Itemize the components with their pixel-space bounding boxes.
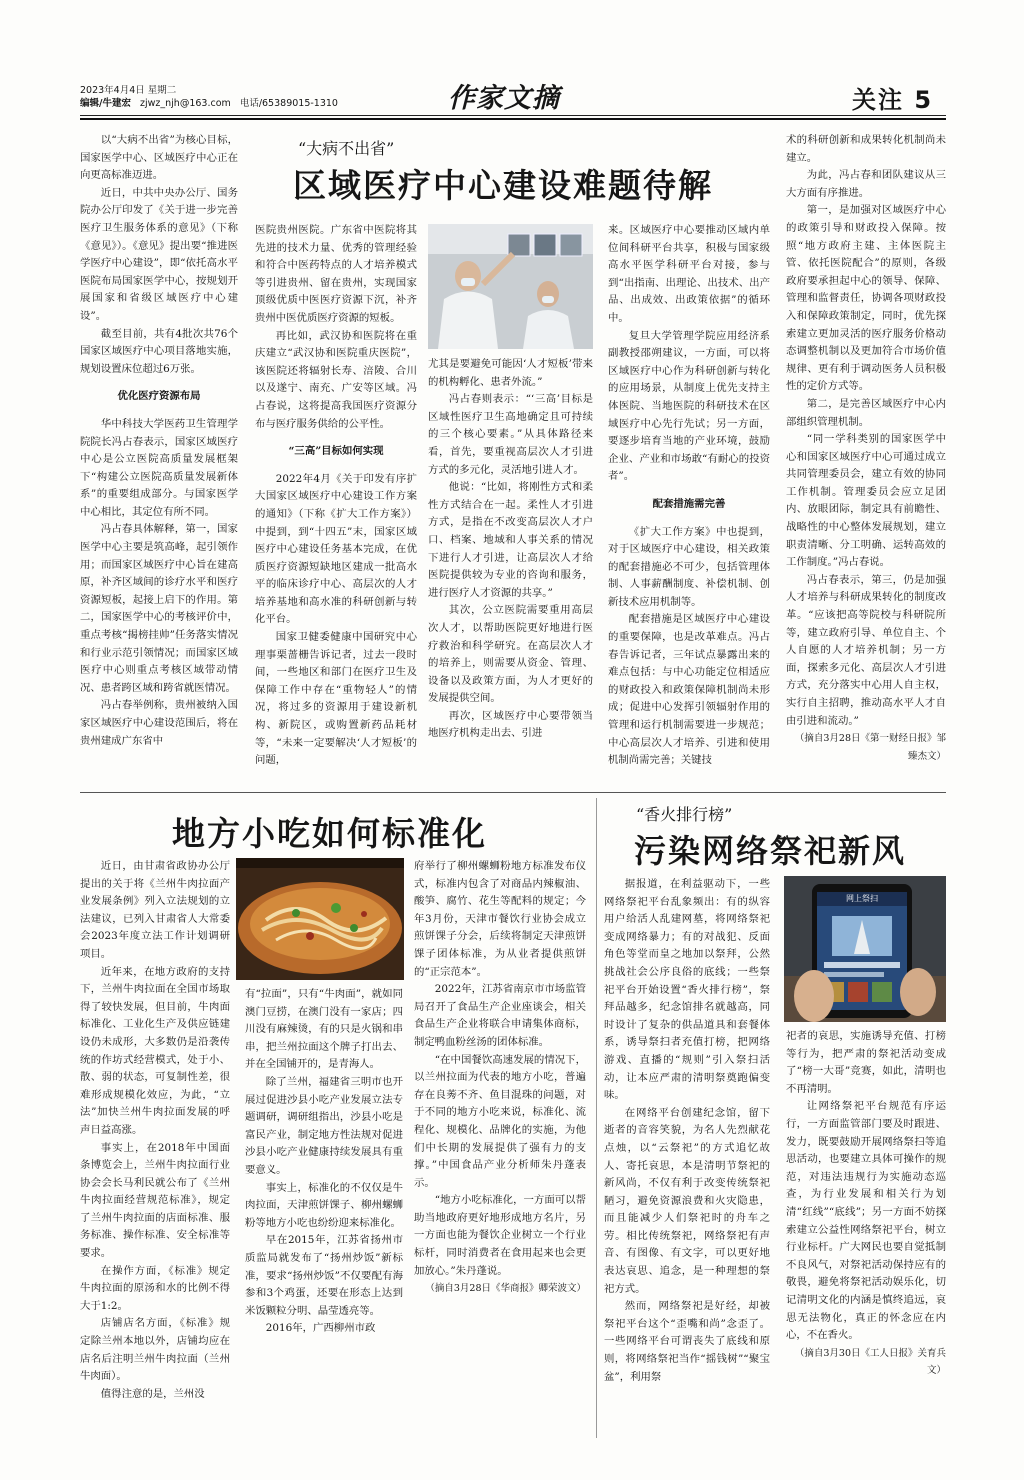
paragraph: 有“拉面”，只有“牛肉面”，就如同澳门豆捞，在澳门没有一家店；四川没有麻辣烫，有的只是火锅和串串，把兰州拉面这个牌子打出去、并在全国铺开的，是青海人。 [245,988,403,1071]
editor-phone: 电话/65389015-1310 [239,98,338,109]
paragraph: 其次，公立医院需要重用高层次人才，以帮助医院更好地进行医疗救治和科学研究。在高层次人才的培养上，则需要从资金、管理、设备以及政策方面，为人才更好的发展提供空间。 [428,604,593,705]
source-note: （摘自3月28日《华商报》卿荣波文） [425,1283,586,1295]
issue-date: 2023年4月4日 星期二 [80,85,177,96]
noodles-photo [236,858,404,980]
source-note: （摘自3月28日《第一财经日报》邹臻杰文） [794,733,946,762]
a3-kicker: “香火排行榜” [636,805,733,824]
source-note: （摘自3月30日《工人日报》关育兵文） [794,1347,946,1377]
paragraph: 冯占春具体解释，第一，国家医学中心主要是筑高峰，起引领作用；而国家区域医疗中心旨在建高原，补齐区域间的诊疗水平和医疗资源短板，起接上启下的作用。第二，国家医学中心的考核评价中，重点考核“揭榜挂帅”任务落实情况和行业示范引领情况；而国家区域医疗中心则重点考核区域带动情况、患者跨区域和跨省就医情况。 [80,523,238,694]
a2-column-3 [414,858,586,1438]
paragraph: 据报道，在利益驱动下，一些网络祭祀平台乱象频出：有的纵容用户给活人乱建网墓，将网络祭祀变成网络暴力；有的对战犯、反面角色等堂而皇之地加以祭拜，公然挑战社会公序良俗的底线；一些祭祀平台开始设置“香火排行榜”，祭拜品越多，纪念馆排名就越高，同时设计了复杂的供品道具和套餐体系，诱导祭扫者充值打榜，把网络游戏、直播的“规则”引入祭扫活动，让本应严肃的清明祭奠跑偏变味。 [604,878,770,1102]
paragraph: 冯占春表示，第三，仍是加强人才培养与科研成果转化的制度改革。“应该把高等院校与科研院所等，建立政府引导、单位自主、个人自愿的人才培养机制；另一方面，探索多元化、高层次人才引进方式，充分落实中心用人自主权，实行自主招聘，推动高水平人才自由引进和流动。” [786,573,946,727]
page-section: 关注 5 [852,86,934,114]
paragraph: 值得注意的是，兰州没 [100,1387,205,1400]
a3-column-1 [604,876,770,1438]
paragraph: 然而，网络祭祀是好经，却被祭祀平台这个“歪嘴和尚”念歪了。一些网络平台可谓丧失了底线和原则，将网络祭祀当作“摇钱树”“聚宝盆”，利用祭 [604,1300,770,1383]
paragraph: “在中国餐饮高速发展的情况下，以兰州拉面为代表的地方小吃，普遍存在良莠不齐、鱼目混珠的问题，对于不同的地方小吃来说，标准化、流程化、规模化、品牌化的实施，为他们中长期的发展提供了强有力的支撑。”中国食品产业分析师朱丹蓬表示。 [414,1053,586,1189]
editor-name: 编辑/牛建宏 [80,98,131,109]
paragraph: 事实上，标准化的不仅仅是牛肉拉面，天津煎饼馃子、柳州螺蛳粉等地方小吃也纷纷迎来标准化。 [245,1181,403,1229]
subheading: 优化医疗资源布局 [117,390,201,403]
a2-column-1 [80,858,230,1438]
paragraph: 截至目前，共有4批次共76个国家区域医疗中心项目落地实施，规划设置床位超过6万张。 [80,327,238,375]
section-divider [80,792,946,793]
paragraph: 第二，是完善区域医疗中心内部组织管理机制。 [786,397,946,428]
paragraph: 近年来，在地方政府的支持下，兰州牛肉拉面在全国市场取得了较快发展，但目前，牛肉面标准化、工业化生产及供应链建设仍未成形，大多数仍是沿袭传统的作坊式经营模式，处于小、散、弱的状态，可复制性差，很难形成规模化效应，为此，“立法”加快兰州牛肉拉面发展的呼声日益高涨。 [80,965,230,1136]
paragraph: 再次，区域医疗中心要带领当地医疗机构走出去、引进 [428,709,593,740]
paragraph: 在操作方面，《标准》规定牛肉拉面的原汤和水的比例不得大于1:2。 [80,1264,230,1312]
paragraph: 近日，中共中央办公厅、国务院办公厅印发了《关于进一步完善医疗卫生服务体系的意见》（下称《意见》）。《意见》提出要“推进医学医疗中心建设”，即“依托高水平医院布局国家医学中心，按规划开展国家和省级区域医疗中心建设”。 [80,186,238,322]
paragraph: 为此，冯占春和团队建议从三大方面有序推进。 [786,169,946,199]
paragraph: 祀者的哀思，实施诱导充值、打榜等行为，把严肃的祭祀活动变成了“榜一大哥”竞赛，如此，清明也不再清明。 [786,1030,946,1095]
a1-column-1 [80,132,238,772]
paragraph: 府举行了柳州螺蛳粉地方标准发布仪式，标准内包含了对商品内辣椒油、酸笋、腐竹、花生等配料的规定；今年3月份，天津市餐饮行业协会成立煎饼馃子分会，后续将制定天津煎饼馃子团体标准，为从业者提供煎饼的“正宗范本”。 [414,860,586,978]
header-rule-thick [80,118,946,120]
paragraph: 来。区域医疗中心要推动区域内单位间科研平台共享，积极与国家级高水平医学科研平台对接，参与到“出指南、出理论、出技术、出产品、出成效、出政策依据”的循环中。 [608,224,770,324]
paragraph: 2016年，广西柳州市政 [265,1322,376,1335]
paragraph: 配套措施是区域医疗中心建设的重要保障，也是改革难点。冯占春告诉记者，三年试点暴露出来的难点包括：与中心功能定位相适应的财政投入和政策保障机制尚未形成；促进中心发挥引领辐射作用的管理和运行机制需要进一步规范；中心高层次人才培养、引进和使用机制尚需完善；关键技 [608,613,770,767]
column-divider [596,798,597,1438]
a1-column-3 [428,356,593,770]
paragraph: 以“大病不出省”为核心目标，国家医学中心、区域医疗中心正在向更高标准迈进。 [80,134,238,182]
a2-column-2 [245,986,403,1438]
paragraph: 早在2015年，江苏省扬州市质监局就发布了“扬州炒饭”新标准，要求“扬州炒饭”不仅要配有海参和3个鸡蛋，还要在形态上达到米饭颗粒分明、晶莹透亮等。 [245,1234,403,1317]
paragraph: 冯占春举例称，贵州被纳入国家区域医疗中心建设范围后，将在贵州建成广东省中 [80,699,238,747]
paragraph: “地方小吃标准化，一方面可以帮助当地政府更好地形成地方名片，另一方面也能为餐饮企业树立一个行业标杆，同时消费者在食用起来也会更加放心。”朱丹蓬说。 [414,1194,586,1277]
a1-column-5 [786,132,946,772]
a1-column-4 [608,222,770,770]
paragraph: 在网络平台创建纪念馆，留下逝者的音容笑貌，为名人先烈献花点烛，以“云祭祀”的方式追忆故人、寄托哀思，本是清明节祭祀的新风尚，不仅有利于改变传统祭祀陋习，避免资源浪费和火灾隐患，而且能减少人们祭祀时的舟车之劳。相比传统祭祀，网络祭祀有声音、有图像、有文字，可以更好地表达哀思、追念，是一种理想的祭祀方式。 [604,1106,770,1295]
paragraph: “同一学科类别的国家医学中心和国家区域医疗中心可通过成立共同管理委员会，建立有效的协同工作机制。管理委员会应立足团内、放眼团际，制定具有前瞻性、战略性的中心整体发展规划，建立职责清晰、分工明确、运转高效的工作制度。”冯占春说。 [786,433,946,569]
paragraph: 尤其是要避免可能因‘人才短板’带来的机构孵化、患者外流。” [428,358,593,388]
paragraph: 医院贵州医院。广东省中医院将其先进的技术力量、优秀的管理经验和符合中医药特点的人才培养模式等引进贵州、留在贵州，实现国家顶级优质中医医疗资源下沉，补齐贵州中医优质医疗资源的短板。 [255,224,417,324]
paragraph: 店铺店名方面，《标准》规定除兰州本地以外，店铺均应在店名后注明兰州牛肉拉面（兰州牛肉面）。 [80,1317,230,1383]
paragraph: 他说：“比如，将刚性方式和柔性方式结合在一起。柔性人才引进方式，是指在不改变高层次人才户口、档案、地域和人事关系的情况下进行人才引进，让高层次人才给医院提供较为专业的咨询和服务，进行医疗人才资源的共享。” [428,481,593,599]
paragraph: 再比如，武汉协和医院将在重庆建立“武汉协和医院重庆医院”，该医院还将辐射长寿、涪陵、合川以及遂宁、南充、广安等区域。冯占春说，这将提高我国医疗资源分布与医疗服务供给的公平性。 [255,329,417,430]
paragraph: 华中科技大学医药卫生管理学院院长冯占春表示，国家区域医疗中心是公立医院高质量发展框架下“构建公立医院高质量发展新体系”的重要组成部分。与国家医学中心相比，其定位有所不同。 [80,417,238,518]
a2-headline: 地方小吃如何标准化 [172,814,487,853]
editor-email: zjwz_njh@163.com [140,98,231,109]
paragraph: 2022年4月《关于印发有序扩大国家区域医疗中心建设工作方案的通知》（下称《扩大工作方案》）中提到，到“十四五”末，国家区域医疗中心建设任务基本完成，在优质医疗资源短缺地区建成一批高水平的临床诊疗中心、高层次的人才培养基地和高水准的科研创新与转化平台。 [255,472,417,626]
paragraph: 除了兰州，福建省三明市也开展过促进沙县小吃产业发展立法专题调研，调研组指出，沙县小吃是富民产业，制定地方性法规对促进沙县小吃产业健康持续发展具有重要意义。 [245,1075,403,1176]
header-meta [80,84,338,110]
phone-screen-title: 网上祭扫 [846,894,878,903]
paragraph: 让网络祭祀平台规范有序运行，一方面监管部门要及时跟进、发力，既要鼓励开展网络祭扫等追思活动，也要建立具体可操作的规范，对违法违规行为实施动态巡查，为行业发展和相关行为划清“红线”“底线”；另一方面不妨探索建立公益性网络祭祀平台，树立行业标杆。广大网民也要自觉抵制不良风气，对祭祀活动保持应有的敬畏，避免将祭祀活动娱乐化，切记清明文化的内涵是慎终追远，哀思无法物化，真正的怀念应在内心，不在香火。 [786,1100,946,1342]
paragraph: 冯占春则表示：“‘三高’目标是区域性医疗卫生高地确定且可持续的三个核心要素。”从具体路径来看，首先，要重视高层次人才引进方式的多元化，灵活地引进人才。 [428,393,593,476]
paragraph: 2022年，江苏省南京市市场监管局召开了食品生产企业座谈会，相关食品生产企业将联合申请集体商标，制定鸭血粉丝汤的团体标准。 [414,983,586,1048]
subheading: 配套措施需完善 [652,497,726,510]
paragraph: 《扩大工作方案》中也提到，对于区域医疗中心建设，相关政策的配套措施必不可少，包括管理体制、人事薪酬制度、补偿机制、创新技术应用机制等。 [608,525,770,608]
header-rule [80,115,946,116]
doctors-photo [428,224,593,349]
a1-column-2 [255,222,417,770]
masthead-logo: 作家文摘 [448,83,560,114]
paragraph: 近日，由甘肃省政协办公厅提出的关于将《兰州牛肉拉面产业发展条例》列入立法规划的立法建议，已列入甘肃省人大常委会2023年度立法工作计划调研项目。 [80,860,230,960]
paragraph: 国家卫健委健康中国研究中心理事栗蔷栅告诉记者，过去一段时间，一些地区和部门在医疗卫生及保障工作中存在“重物轻人”的情况，将过多的资源用于建设新机构、新院区，或购置新药品耗材等，“未来一定要解决‘人才短板’的问题， [255,631,417,767]
paragraph: 事实上，在2018年中国面条博览会上，兰州牛肉拉面行业协会会长马利民就公布了《兰州牛肉拉面经营规范标准》，规定了兰州牛肉拉面的店面标准、服务标准、操作标准、安全标准等要求。 [80,1141,230,1260]
a1-headline: 区域医疗中心建设难题待解 [293,166,713,205]
paragraph: 术的科研创新和成果转化机制尚未建立。 [786,134,946,164]
a3-headline: 污染网络祭祀新风 [634,832,907,870]
a1-kicker: “大病不出省” [298,139,395,158]
paragraph: 第一，是加强对区域医疗中心的政策引导和财政投入保障。按照“地方政府主建、主体医院主管、依托医院配合”的原则，各级政府要承担起中心的领导、保障、管理和监督责任，协调各项财政投入和保障政策制定，同时，优先探索建立更加灵活的医疗服务价格动态调整机制以及更加符合市场价值规律、更有利于调动医务人员积极性的定价方式等。 [786,204,946,393]
paragraph: 复旦大学管理学院应用经济系副教授邵朔建议，一方面，可以将区域医疗中心作为科研创新与转化的应用场景，从制度上优先支持主体医院、当地医院的科研技术在区域医疗中心先行先试；另一方面，要逐步培育当地的产业环境，鼓励企业、产业和市场敢“有耐心的投资者”。 [608,329,770,483]
subheading: “三高”目标如何实现 [288,445,384,458]
a3-column-2 [786,1028,946,1438]
memorial-phone-photo [784,876,946,1022]
